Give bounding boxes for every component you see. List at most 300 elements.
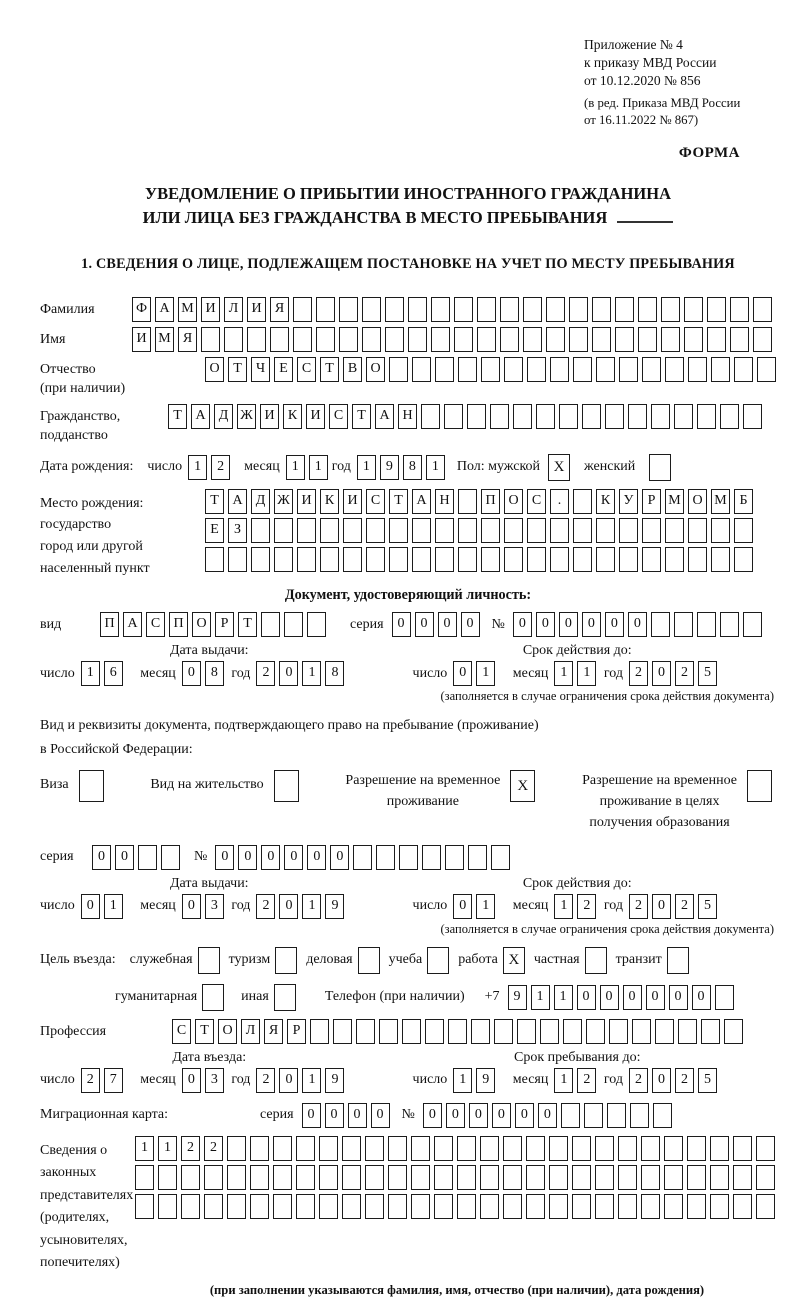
char-cell[interactable] (661, 297, 680, 322)
char-cell[interactable]: 1 (302, 1068, 321, 1093)
char-cell[interactable]: Н (435, 489, 454, 514)
char-cell[interactable] (385, 327, 404, 352)
char-cell[interactable]: И (201, 297, 220, 322)
char-cell[interactable] (339, 297, 358, 322)
char-cell[interactable] (559, 404, 578, 429)
char-cell[interactable]: М (665, 489, 684, 514)
char-cell[interactable] (615, 297, 634, 322)
char-cell[interactable] (569, 327, 588, 352)
char-cell[interactable] (504, 518, 523, 543)
char-cell[interactable] (720, 404, 739, 429)
char-cell[interactable]: 2 (577, 1068, 596, 1093)
char-cell[interactable]: Р (642, 489, 661, 514)
char-cell[interactable]: О (192, 612, 211, 637)
char-cell[interactable]: А (375, 404, 394, 429)
char-cell[interactable] (366, 518, 385, 543)
char-cell[interactable] (674, 404, 693, 429)
char-cell[interactable]: С (329, 404, 348, 429)
char-cell[interactable]: К (283, 404, 302, 429)
char-cell[interactable]: Д (251, 489, 270, 514)
char-cell[interactable] (743, 404, 762, 429)
char-cell[interactable] (615, 327, 634, 352)
char-cell[interactable] (320, 547, 339, 572)
char-cell[interactable] (385, 297, 404, 322)
temp-residence-education-checkbox[interactable] (747, 770, 772, 802)
char-cell[interactable]: 0 (284, 845, 303, 870)
char-cell[interactable] (274, 518, 293, 543)
char-cell[interactable] (158, 1165, 177, 1190)
char-cell[interactable] (458, 357, 477, 382)
char-cell[interactable] (609, 1019, 628, 1044)
char-cell[interactable]: О (366, 357, 385, 382)
char-cell[interactable]: 5 (698, 894, 717, 919)
char-cell[interactable]: 2 (211, 455, 230, 480)
char-cell[interactable] (711, 547, 730, 572)
char-cell[interactable] (307, 612, 326, 637)
char-cell[interactable]: 0 (182, 894, 201, 919)
char-cell[interactable] (293, 327, 312, 352)
char-cell[interactable]: Ф (132, 297, 151, 322)
char-cell[interactable] (526, 1165, 545, 1190)
char-cell[interactable] (251, 518, 270, 543)
char-cell[interactable] (688, 357, 707, 382)
char-cell[interactable] (550, 357, 569, 382)
char-cell[interactable]: Я (178, 327, 197, 352)
char-cell[interactable] (697, 404, 716, 429)
char-cell[interactable] (319, 1165, 338, 1190)
char-cell[interactable]: Е (205, 518, 224, 543)
char-cell[interactable]: 3 (205, 894, 224, 919)
char-cell[interactable] (584, 1103, 603, 1128)
char-cell[interactable] (550, 547, 569, 572)
char-cell[interactable] (343, 547, 362, 572)
char-cell[interactable] (743, 612, 762, 637)
char-cell[interactable]: 2 (629, 1068, 648, 1093)
char-cell[interactable] (435, 357, 454, 382)
char-cell[interactable] (605, 404, 624, 429)
char-cell[interactable] (734, 518, 753, 543)
char-cell[interactable] (757, 357, 776, 382)
char-cell[interactable] (411, 1194, 430, 1219)
char-cell[interactable] (310, 1019, 329, 1044)
char-cell[interactable] (227, 1136, 246, 1161)
char-cell[interactable]: 1 (188, 455, 207, 480)
char-cell[interactable] (642, 518, 661, 543)
char-cell[interactable] (710, 1136, 729, 1161)
char-cell[interactable] (618, 1194, 637, 1219)
char-cell[interactable] (388, 1194, 407, 1219)
char-cell[interactable]: Я (270, 297, 289, 322)
char-cell[interactable] (297, 518, 316, 543)
char-cell[interactable]: 1 (476, 894, 495, 919)
char-cell[interactable]: 1 (453, 1068, 472, 1093)
char-cell[interactable]: 9 (325, 894, 344, 919)
char-cell[interactable]: П (481, 489, 500, 514)
char-cell[interactable] (273, 1194, 292, 1219)
char-cell[interactable]: 8 (325, 661, 344, 686)
char-cell[interactable] (665, 518, 684, 543)
char-cell[interactable] (435, 518, 454, 543)
char-cell[interactable] (638, 327, 657, 352)
char-cell[interactable]: 0 (646, 985, 665, 1010)
char-cell[interactable] (687, 1165, 706, 1190)
char-cell[interactable]: 0 (371, 1103, 390, 1128)
char-cell[interactable] (678, 1019, 697, 1044)
char-cell[interactable]: . (550, 489, 569, 514)
char-cell[interactable]: И (247, 297, 266, 322)
char-cell[interactable]: Л (241, 1019, 260, 1044)
char-cell[interactable] (250, 1136, 269, 1161)
char-cell[interactable] (503, 1194, 522, 1219)
char-cell[interactable] (342, 1165, 361, 1190)
char-cell[interactable]: 9 (476, 1068, 495, 1093)
char-cell[interactable] (411, 1165, 430, 1190)
char-cell[interactable] (619, 357, 638, 382)
char-cell[interactable] (411, 1136, 430, 1161)
char-cell[interactable] (422, 845, 441, 870)
char-cell[interactable] (618, 1165, 637, 1190)
char-cell[interactable] (688, 547, 707, 572)
char-cell[interactable] (701, 1019, 720, 1044)
char-cell[interactable] (250, 1194, 269, 1219)
char-cell[interactable]: Т (320, 357, 339, 382)
char-cell[interactable] (490, 404, 509, 429)
char-cell[interactable] (181, 1165, 200, 1190)
char-cell[interactable] (550, 518, 569, 543)
char-cell[interactable]: Т (238, 612, 257, 637)
char-cell[interactable]: 1 (135, 1136, 154, 1161)
char-cell[interactable] (477, 297, 496, 322)
char-cell[interactable]: 1 (531, 985, 550, 1010)
char-cell[interactable] (319, 1136, 338, 1161)
char-cell[interactable] (517, 1019, 536, 1044)
char-cell[interactable] (618, 1136, 637, 1161)
char-cell[interactable]: 0 (446, 1103, 465, 1128)
temp-residence-checkbox[interactable]: X (510, 770, 535, 802)
char-cell[interactable] (710, 1165, 729, 1190)
char-cell[interactable] (458, 547, 477, 572)
char-cell[interactable]: 1 (302, 894, 321, 919)
char-cell[interactable] (431, 297, 450, 322)
char-cell[interactable]: П (100, 612, 119, 637)
char-cell[interactable] (707, 297, 726, 322)
char-cell[interactable]: 0 (453, 894, 472, 919)
char-cell[interactable] (296, 1136, 315, 1161)
char-cell[interactable]: 0 (279, 894, 298, 919)
char-cell[interactable]: 1 (426, 455, 445, 480)
char-cell[interactable] (181, 1194, 200, 1219)
char-cell[interactable] (549, 1136, 568, 1161)
char-cell[interactable] (421, 404, 440, 429)
char-cell[interactable] (457, 1194, 476, 1219)
char-cell[interactable] (353, 845, 372, 870)
char-cell[interactable] (730, 297, 749, 322)
purpose-humanitarian-checkbox[interactable] (202, 984, 224, 1011)
purpose-official-checkbox[interactable] (198, 947, 220, 974)
char-cell[interactable]: Р (215, 612, 234, 637)
char-cell[interactable] (756, 1165, 775, 1190)
char-cell[interactable] (274, 547, 293, 572)
visa-checkbox[interactable] (79, 770, 104, 802)
purpose-tourism-checkbox[interactable] (275, 947, 297, 974)
char-cell[interactable] (425, 1019, 444, 1044)
char-cell[interactable]: 0 (261, 845, 280, 870)
char-cell[interactable]: 1 (554, 661, 573, 686)
char-cell[interactable] (684, 327, 703, 352)
char-cell[interactable] (477, 327, 496, 352)
char-cell[interactable]: 0 (279, 661, 298, 686)
char-cell[interactable]: 0 (348, 1103, 367, 1128)
char-cell[interactable] (730, 327, 749, 352)
char-cell[interactable] (572, 1194, 591, 1219)
char-cell[interactable] (320, 518, 339, 543)
char-cell[interactable] (596, 547, 615, 572)
char-cell[interactable]: 0 (559, 612, 578, 637)
char-cell[interactable]: 0 (652, 1068, 671, 1093)
char-cell[interactable]: 1 (554, 1068, 573, 1093)
char-cell[interactable]: Т (228, 357, 247, 382)
char-cell[interactable] (365, 1136, 384, 1161)
char-cell[interactable]: 0 (582, 612, 601, 637)
char-cell[interactable]: 7 (104, 1068, 123, 1093)
char-cell[interactable]: 2 (675, 1068, 694, 1093)
char-cell[interactable]: 0 (238, 845, 257, 870)
char-cell[interactable] (513, 404, 532, 429)
char-cell[interactable]: 0 (182, 1068, 201, 1093)
char-cell[interactable] (504, 547, 523, 572)
char-cell[interactable] (500, 297, 519, 322)
char-cell[interactable] (733, 1136, 752, 1161)
char-cell[interactable] (343, 518, 362, 543)
char-cell[interactable] (273, 1136, 292, 1161)
char-cell[interactable] (480, 1165, 499, 1190)
char-cell[interactable] (204, 1165, 223, 1190)
purpose-business-checkbox[interactable] (358, 947, 380, 974)
char-cell[interactable] (434, 1165, 453, 1190)
char-cell[interactable] (595, 1136, 614, 1161)
char-cell[interactable] (457, 1165, 476, 1190)
char-cell[interactable]: И (297, 489, 316, 514)
char-cell[interactable] (642, 357, 661, 382)
char-cell[interactable]: С (366, 489, 385, 514)
char-cell[interactable] (388, 1165, 407, 1190)
char-cell[interactable] (523, 327, 542, 352)
char-cell[interactable]: И (260, 404, 279, 429)
char-cell[interactable] (619, 547, 638, 572)
char-cell[interactable] (651, 612, 670, 637)
char-cell[interactable]: 0 (605, 612, 624, 637)
char-cell[interactable]: 0 (215, 845, 234, 870)
char-cell[interactable]: Н (398, 404, 417, 429)
char-cell[interactable]: С (172, 1019, 191, 1044)
char-cell[interactable]: Р (287, 1019, 306, 1044)
char-cell[interactable] (365, 1165, 384, 1190)
purpose-private-checkbox[interactable] (585, 947, 607, 974)
char-cell[interactable] (619, 518, 638, 543)
char-cell[interactable]: 0 (692, 985, 711, 1010)
char-cell[interactable]: М (178, 297, 197, 322)
char-cell[interactable]: 1 (158, 1136, 177, 1161)
char-cell[interactable] (494, 1019, 513, 1044)
char-cell[interactable] (573, 357, 592, 382)
char-cell[interactable]: О (688, 489, 707, 514)
char-cell[interactable]: 1 (104, 894, 123, 919)
char-cell[interactable]: 0 (515, 1103, 534, 1128)
char-cell[interactable]: 2 (629, 894, 648, 919)
char-cell[interactable] (697, 612, 716, 637)
char-cell[interactable]: 0 (536, 612, 555, 637)
char-cell[interactable] (444, 404, 463, 429)
char-cell[interactable] (362, 327, 381, 352)
char-cell[interactable] (366, 547, 385, 572)
char-cell[interactable] (503, 1165, 522, 1190)
char-cell[interactable]: 1 (286, 455, 305, 480)
char-cell[interactable] (205, 547, 224, 572)
char-cell[interactable]: 8 (205, 661, 224, 686)
char-cell[interactable]: 0 (461, 612, 480, 637)
char-cell[interactable]: 0 (415, 612, 434, 637)
char-cell[interactable] (664, 1194, 683, 1219)
char-cell[interactable] (158, 1194, 177, 1219)
char-cell[interactable] (224, 327, 243, 352)
char-cell[interactable] (536, 404, 555, 429)
char-cell[interactable]: И (306, 404, 325, 429)
char-cell[interactable] (655, 1019, 674, 1044)
char-cell[interactable]: А (228, 489, 247, 514)
char-cell[interactable] (297, 547, 316, 572)
char-cell[interactable] (734, 547, 753, 572)
char-cell[interactable]: А (123, 612, 142, 637)
char-cell[interactable]: 0 (279, 1068, 298, 1093)
char-cell[interactable] (296, 1194, 315, 1219)
char-cell[interactable] (342, 1136, 361, 1161)
char-cell[interactable] (316, 297, 335, 322)
char-cell[interactable] (711, 518, 730, 543)
char-cell[interactable]: 0 (92, 845, 111, 870)
char-cell[interactable]: 0 (438, 612, 457, 637)
char-cell[interactable]: Т (352, 404, 371, 429)
char-cell[interactable] (582, 404, 601, 429)
char-cell[interactable]: 2 (256, 894, 275, 919)
char-cell[interactable]: 9 (380, 455, 399, 480)
char-cell[interactable] (339, 327, 358, 352)
char-cell[interactable] (540, 1019, 559, 1044)
char-cell[interactable]: 2 (256, 1068, 275, 1093)
char-cell[interactable] (641, 1136, 660, 1161)
char-cell[interactable] (630, 1103, 649, 1128)
char-cell[interactable] (688, 518, 707, 543)
char-cell[interactable] (434, 1136, 453, 1161)
char-cell[interactable] (724, 1019, 743, 1044)
char-cell[interactable] (342, 1194, 361, 1219)
char-cell[interactable] (362, 297, 381, 322)
char-cell[interactable] (549, 1194, 568, 1219)
char-cell[interactable]: Я (264, 1019, 283, 1044)
char-cell[interactable] (523, 297, 542, 322)
char-cell[interactable]: З (228, 518, 247, 543)
char-cell[interactable]: 5 (698, 1068, 717, 1093)
sex-female-checkbox[interactable] (649, 454, 671, 481)
residence-permit-checkbox[interactable] (274, 770, 299, 802)
char-cell[interactable] (227, 1165, 246, 1190)
char-cell[interactable] (481, 518, 500, 543)
char-cell[interactable] (653, 1103, 672, 1128)
char-cell[interactable] (135, 1165, 154, 1190)
char-cell[interactable]: Л (224, 297, 243, 322)
char-cell[interactable] (316, 327, 335, 352)
char-cell[interactable] (665, 547, 684, 572)
char-cell[interactable] (431, 327, 450, 352)
char-cell[interactable]: К (596, 489, 615, 514)
char-cell[interactable] (628, 404, 647, 429)
char-cell[interactable] (756, 1136, 775, 1161)
char-cell[interactable]: Ч (251, 357, 270, 382)
sex-male-checkbox[interactable]: X (548, 454, 570, 481)
purpose-transit-checkbox[interactable] (667, 947, 689, 974)
char-cell[interactable]: 5 (698, 661, 717, 686)
char-cell[interactable] (389, 547, 408, 572)
char-cell[interactable] (138, 845, 157, 870)
char-cell[interactable]: 1 (309, 455, 328, 480)
char-cell[interactable]: 0 (81, 894, 100, 919)
char-cell[interactable] (389, 518, 408, 543)
char-cell[interactable] (471, 1019, 490, 1044)
char-cell[interactable] (454, 297, 473, 322)
char-cell[interactable] (500, 327, 519, 352)
char-cell[interactable] (546, 297, 565, 322)
char-cell[interactable]: К (320, 489, 339, 514)
char-cell[interactable]: 1 (81, 661, 100, 686)
char-cell[interactable] (458, 489, 477, 514)
char-cell[interactable]: 2 (204, 1136, 223, 1161)
char-cell[interactable] (376, 845, 395, 870)
purpose-other-checkbox[interactable] (274, 984, 296, 1011)
char-cell[interactable] (753, 297, 772, 322)
char-cell[interactable] (412, 547, 431, 572)
char-cell[interactable] (273, 1165, 292, 1190)
char-cell[interactable]: А (412, 489, 431, 514)
char-cell[interactable]: Т (205, 489, 224, 514)
char-cell[interactable] (491, 845, 510, 870)
char-cell[interactable]: П (169, 612, 188, 637)
char-cell[interactable] (480, 1136, 499, 1161)
char-cell[interactable]: 0 (652, 661, 671, 686)
char-cell[interactable] (503, 1136, 522, 1161)
char-cell[interactable] (526, 1194, 545, 1219)
char-cell[interactable]: 1 (476, 661, 495, 686)
char-cell[interactable] (135, 1194, 154, 1219)
char-cell[interactable] (270, 327, 289, 352)
char-cell[interactable] (457, 1136, 476, 1161)
char-cell[interactable] (467, 404, 486, 429)
char-cell[interactable]: 2 (675, 894, 694, 919)
char-cell[interactable] (720, 612, 739, 637)
char-cell[interactable] (687, 1194, 706, 1219)
char-cell[interactable] (356, 1019, 375, 1044)
char-cell[interactable] (319, 1194, 338, 1219)
char-cell[interactable]: 1 (577, 661, 596, 686)
char-cell[interactable] (388, 1136, 407, 1161)
char-cell[interactable]: 0 (325, 1103, 344, 1128)
char-cell[interactable] (573, 547, 592, 572)
char-cell[interactable] (664, 1136, 683, 1161)
char-cell[interactable]: 0 (182, 661, 201, 686)
char-cell[interactable] (284, 612, 303, 637)
char-cell[interactable] (607, 1103, 626, 1128)
char-cell[interactable] (161, 845, 180, 870)
char-cell[interactable]: Т (389, 489, 408, 514)
char-cell[interactable] (632, 1019, 651, 1044)
